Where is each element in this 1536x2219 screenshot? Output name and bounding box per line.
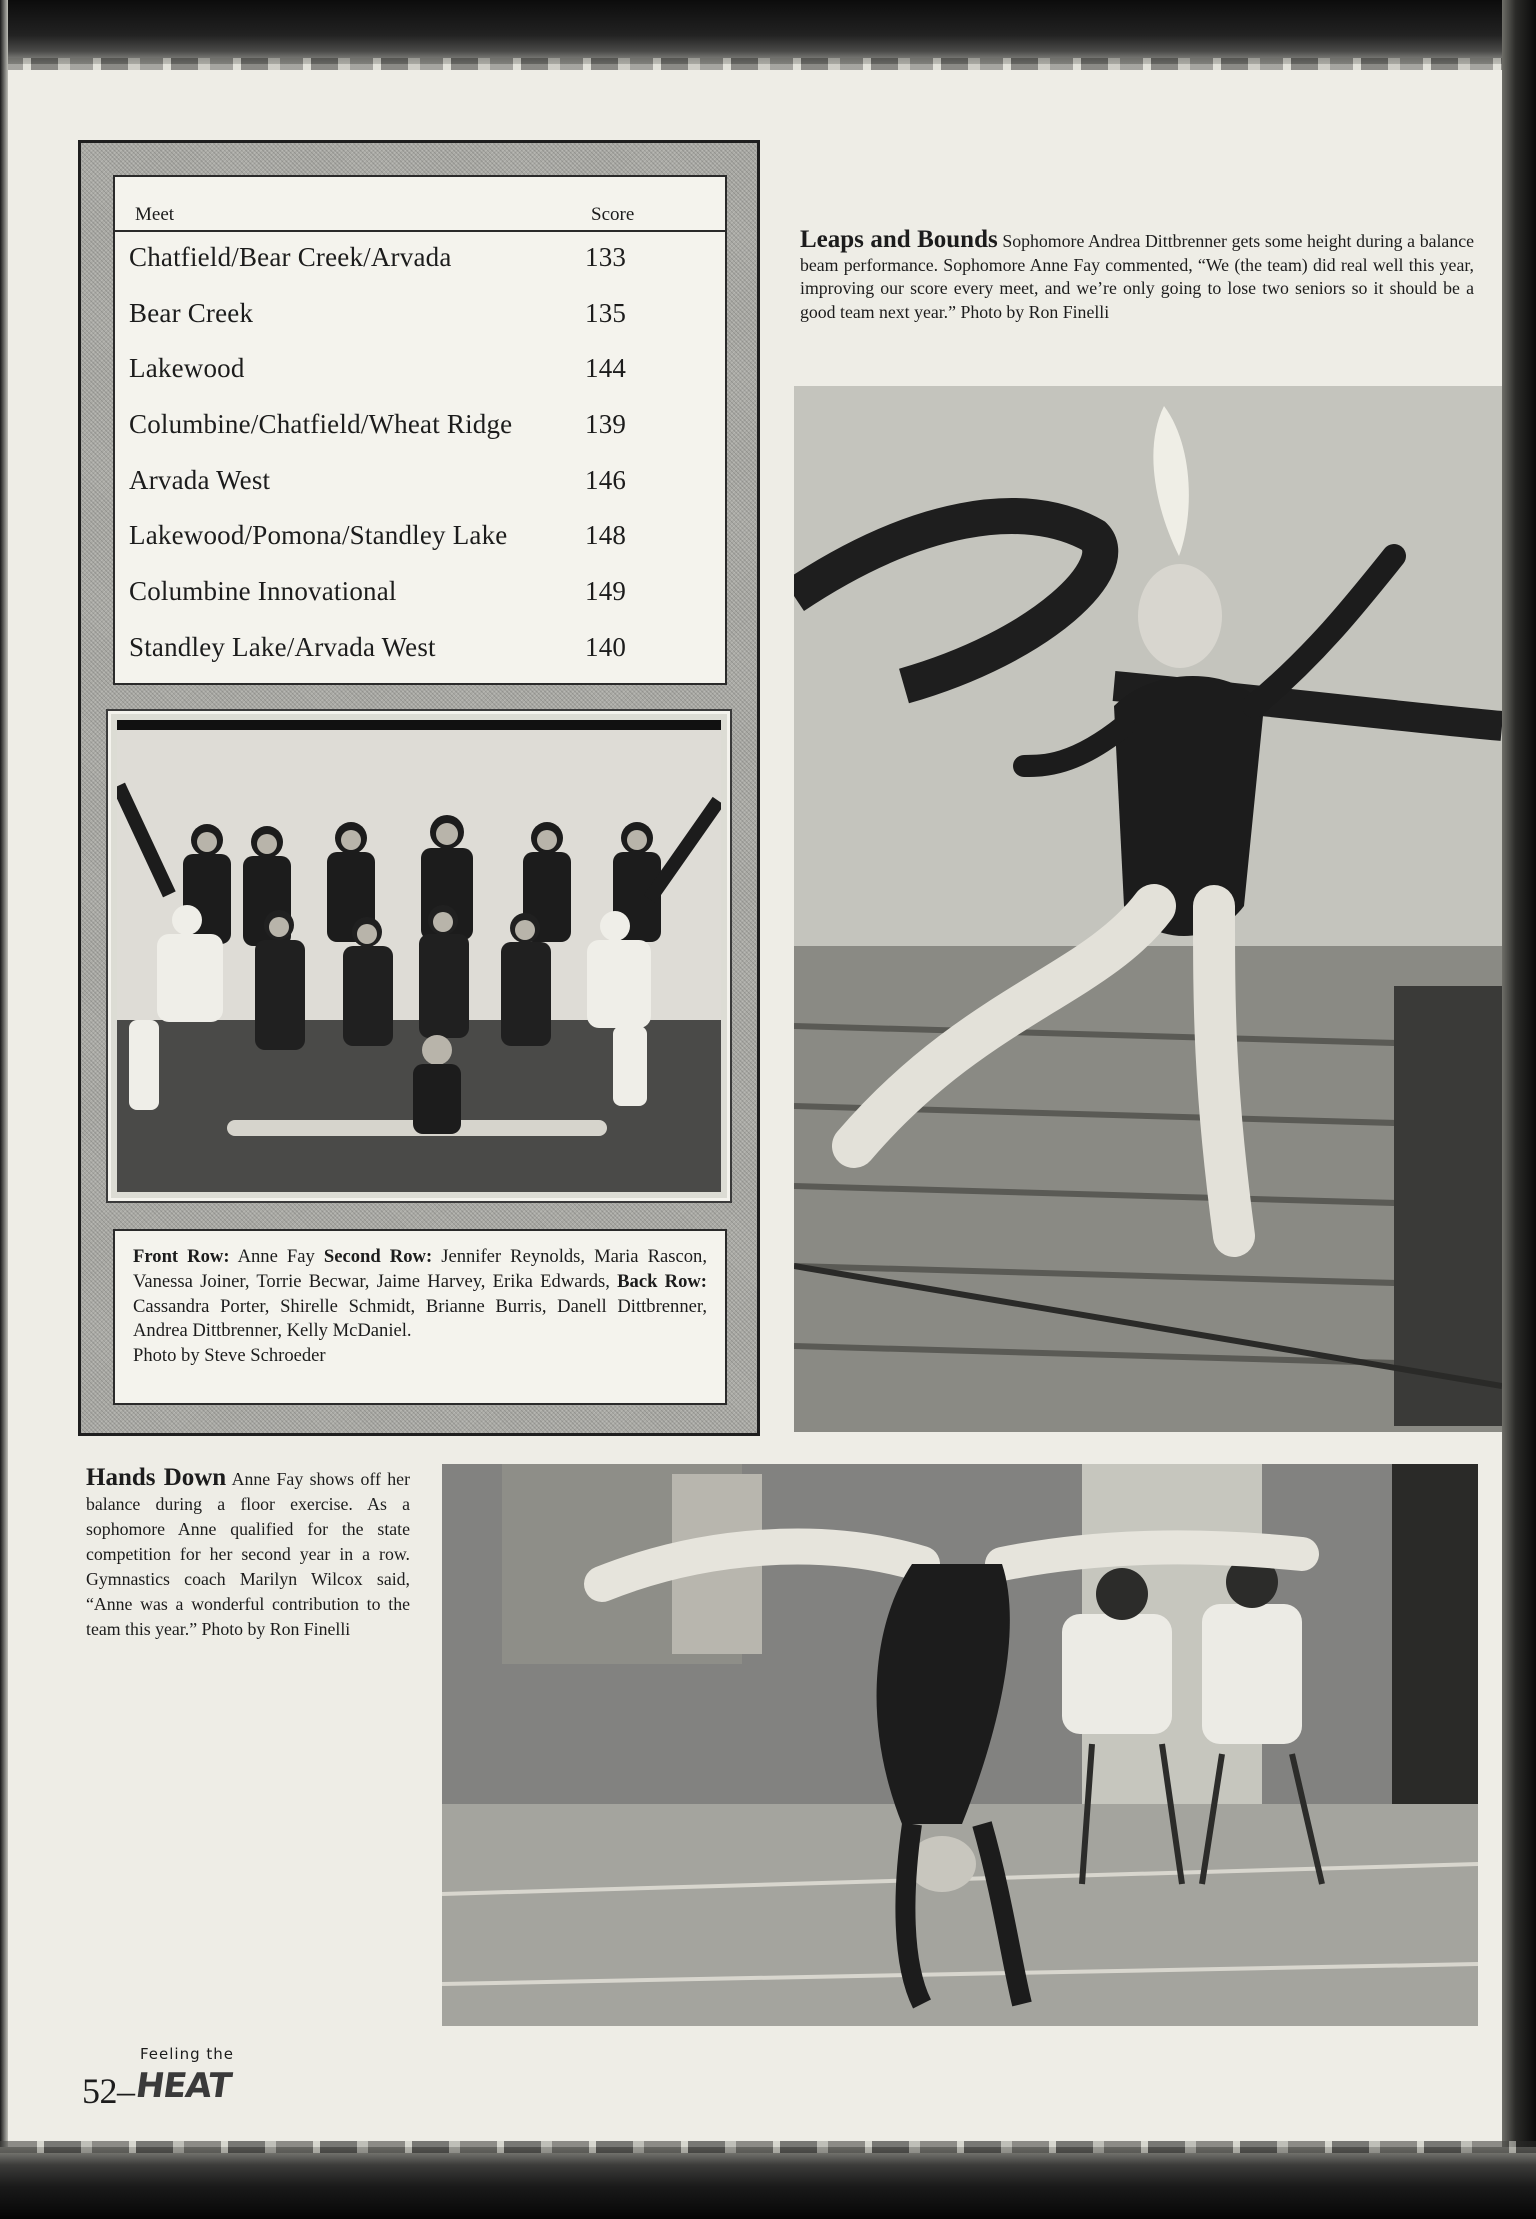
meet-score: 139 — [585, 409, 627, 440]
meet-name: Bear Creek — [129, 297, 254, 328]
balance-beam-photo-image — [794, 386, 1502, 1432]
floor-exercise-photo-image — [442, 1464, 1478, 2026]
table-row — [115, 232, 725, 288]
page-number: 52– — [82, 2071, 135, 2111]
meet-score: 133 — [585, 242, 627, 272]
score-column-header: Score — [591, 204, 635, 225]
meet-score: 149 — [585, 576, 627, 607]
table-row — [115, 622, 725, 678]
leaps-caption-body: Sophomore Andrea Dittbrenner gets some height during a balance beam performance. Sophomore Anne Fay commented, “We (the team) did real well this year, improving our score every meet, and we’re only going to lose two seniors so it should be a good team next year.” Photo by Ron Finelli — [800, 231, 1474, 322]
page-bottom-edge — [0, 2147, 1536, 2219]
team-panel — [78, 140, 760, 1436]
floor-exercise-photo — [442, 1464, 1478, 2026]
meet-name: Lakewood/Pomona/Standley Lake — [129, 520, 508, 551]
table-row — [115, 455, 725, 511]
second-row-label: Second Row: — [323, 1246, 433, 1267]
meet-name: Columbine Innovational — [129, 576, 397, 607]
page-right-edge — [1502, 0, 1536, 2219]
back-row-names: Cassandra Porter, Shirelle Schmidt, Brianne Burris, Danell Dittbrenner, Andrea Dittbrenner, Kelly McDaniel. — [133, 1295, 707, 1342]
meet-name: Lakewood — [129, 353, 245, 384]
score-table — [113, 175, 727, 685]
meet-name: Standley Lake/Arvada West — [129, 631, 436, 662]
team-photo-image — [117, 720, 721, 1192]
meet-score: 146 — [585, 464, 627, 495]
back-row-label: Back Row: — [617, 1270, 707, 1292]
meet-name: Arvada West — [129, 464, 271, 495]
table-row — [115, 343, 725, 399]
leaps-caption — [800, 228, 1474, 324]
page-folio — [82, 2040, 282, 2110]
second-row-names: Jennifer Reynolds, Maria Rascon, Vanessa Joiner, Torrie Becwar, Jaime Harvey, Erika Edwards, — [133, 1246, 707, 1292]
table-row — [115, 566, 725, 622]
hands-caption — [86, 1465, 410, 1642]
score-table-header — [115, 177, 725, 232]
meet-score: 135 — [585, 297, 627, 328]
meet-score: 144 — [585, 353, 627, 384]
table-row — [115, 288, 725, 344]
table-row — [115, 510, 725, 566]
meet-column-header: Meet — [135, 204, 175, 225]
meet-score: 148 — [585, 520, 627, 551]
page-left-edge — [0, 0, 8, 2219]
team-photo — [117, 720, 721, 1192]
photo-credit: Photo by Steve Schroeder — [133, 1345, 326, 1367]
hands-caption-body: Anne Fay shows off her balance during a floor exercise. As a sophomore Anne qualified for the state competition for her second year in a row. Gymnastics coach Marilyn Wilcox said, “Anne was a wonderful contribution to the team this year.” Photo by Ron Finelli — [86, 1469, 410, 1639]
table-row — [115, 399, 725, 455]
folio-small-text: Feeling the — [140, 2045, 235, 2063]
meet-score: 140 — [585, 631, 627, 662]
leaps-caption-lead: Leaps and Bounds — [800, 226, 998, 253]
front-row-names: Anne Fay — [229, 1246, 324, 1267]
hands-caption-lead: Hands Down — [86, 1464, 227, 1491]
front-row-label: Front Row: — [133, 1246, 230, 1267]
heat-logo: HEAT — [133, 2066, 234, 2106]
page-top-edge — [0, 0, 1536, 64]
team-photo-caption — [113, 1229, 727, 1405]
meet-name: Chatfield/Bear Creek/Arvada — [129, 242, 452, 272]
balance-beam-photo — [794, 386, 1502, 1432]
meet-name: Columbine/Chatfield/Wheat Ridge — [129, 409, 513, 440]
team-photo-frame — [108, 711, 730, 1201]
